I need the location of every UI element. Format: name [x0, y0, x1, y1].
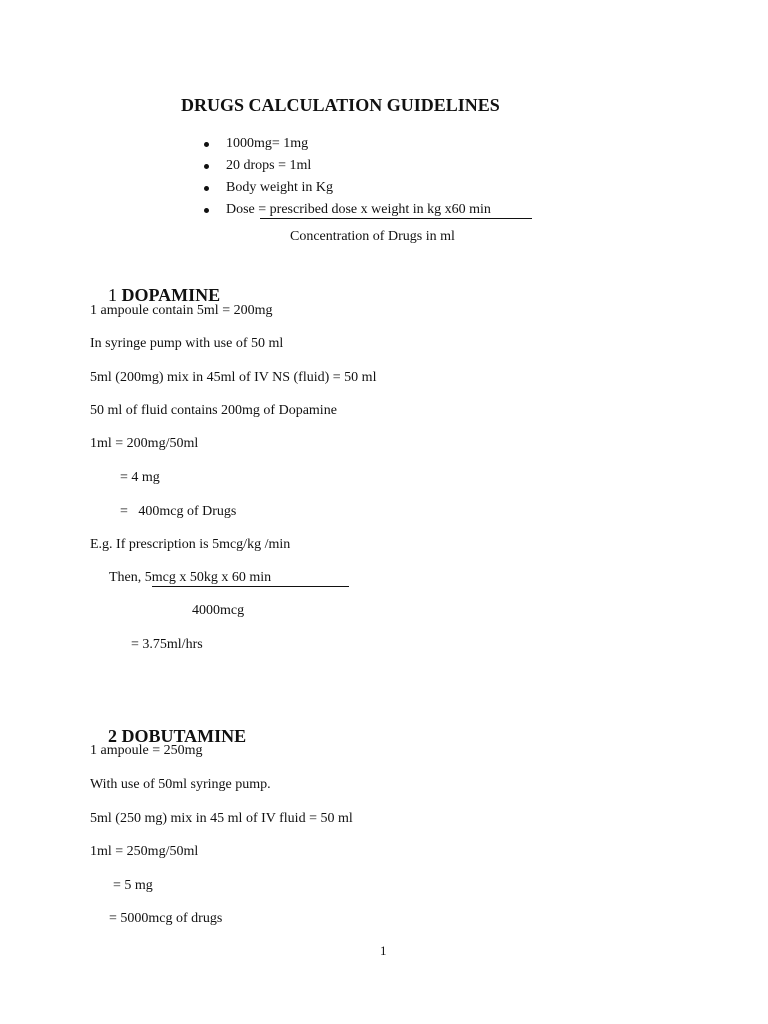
section-number: 1	[108, 285, 117, 305]
guideline-item: 20 drops = 1ml	[204, 157, 491, 179]
text-line: 1 ampoule contain 5ml = 200mg	[90, 303, 273, 318]
text-line: = 4 mg	[120, 470, 160, 485]
text-line: 50 ml of fluid contains 200mg of Dopamine	[90, 403, 337, 418]
section-name: DOBUTAMINE	[121, 726, 247, 746]
guideline-item: 1000mg= 1mg	[204, 135, 491, 157]
text-line: = 3.75ml/hrs	[131, 637, 203, 652]
text-line: 1ml = 250mg/50ml	[90, 844, 199, 859]
calc-fraction-bar	[152, 586, 349, 587]
guideline-item-dose: Dose = prescribed dose x weight in kg x60 min	[204, 201, 491, 223]
text-line: = 5000mcg of drugs	[109, 911, 223, 926]
dose-fraction-bar	[260, 218, 532, 219]
text-line: 5ml (250 mg) mix in 45 ml of IV fluid = 50 ml	[90, 811, 353, 826]
text-line: = 400mcg of Drugs	[120, 504, 237, 519]
page-title: DRUGS CALCULATION GUIDELINES	[181, 95, 500, 115]
page-number: 1	[380, 943, 387, 958]
text-line: With use of 50ml syringe pump.	[90, 777, 271, 792]
text-line: Then, 5mcg x 50kg x 60 min	[109, 570, 272, 585]
text-line: 4000mcg	[192, 603, 245, 618]
dose-denominator: Concentration of Drugs in ml	[290, 229, 455, 244]
guideline-item: Body weight in Kg	[204, 179, 491, 201]
text-line: 5ml (200mg) mix in 45ml of IV NS (fluid) = 50 ml	[90, 370, 377, 385]
text-line: 1ml = 200mg/50ml	[90, 436, 199, 451]
section-number: 2	[108, 726, 117, 746]
text-line: In syringe pump with use of 50 ml	[90, 336, 284, 351]
text-line: 1 ampoule = 250mg	[90, 743, 203, 758]
section-name: DOPAMINE	[121, 285, 221, 305]
guideline-list	[204, 135, 491, 223]
text-line: E.g. If prescription is 5mcg/kg /min	[90, 537, 291, 552]
text-line: = 5 mg	[113, 878, 153, 893]
